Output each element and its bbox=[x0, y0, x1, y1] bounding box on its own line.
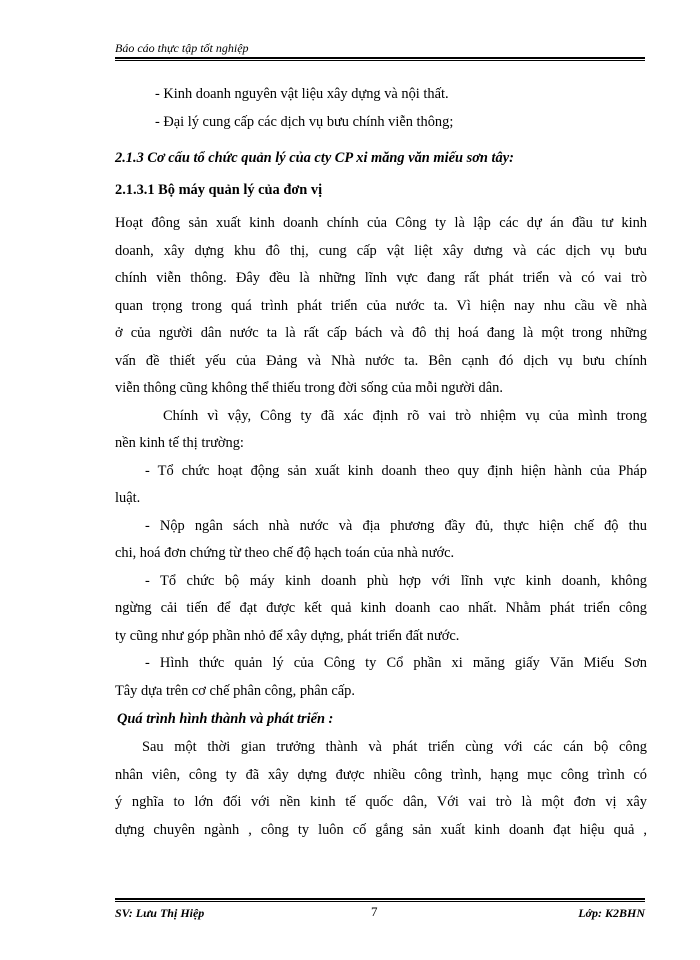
para1-line: chính viễn thông. Đây đều là những lĩnh vực đang rất phát triển và có vai trò bbox=[115, 270, 647, 286]
para3-line: ý nghĩa to lớn đối với nền kinh tế quốc dân, Với vai trò là một đơn vị xây bbox=[115, 794, 647, 810]
para3-line: nhân viên, công ty đã xây dựng được nhiều công trình, hạng mục công trình có bbox=[115, 767, 647, 783]
para3-line: Sau một thời gian trưởng thành và phát triển cùng với các cán bộ công bbox=[142, 739, 647, 755]
bullet-top-1: - Kinh doanh nguyên vật liệu xây dựng và nội thất. bbox=[155, 86, 449, 102]
bullet-top-2: - Đại lý cung cấp các dịch vụ bưu chính viễn thông; bbox=[155, 114, 454, 130]
page-number: 7 bbox=[371, 904, 378, 919]
bullet3-line: ngừng cải tiến để đạt được kết quả kinh doanh cao nhất. Nhằm phát triển công bbox=[115, 600, 647, 616]
bullet2-line: - Nộp ngân sách nhà nước và địa phương đầy đủ, thực hiện chế độ thu bbox=[145, 518, 647, 534]
bullet3-line: ty cũng như góp phần nhỏ để xây dựng, phát triển đất nước. bbox=[115, 628, 460, 644]
para2-line: Chính vì vậy, Công ty đã xác định rõ vai trò nhiệm vụ của mình trong bbox=[163, 408, 647, 424]
para1-line: ở của người dân nước ta là rất cấp bách và đô thị hoá đang là một trong những bbox=[115, 325, 647, 341]
bullet1-line: - Tổ chức hoạt động sản xuất kinh doanh theo quy định hiện hành của Pháp bbox=[145, 463, 647, 479]
para1-line: vấn đề thiết yếu của Đảng và Nhà nước ta. Bên cạnh đó dịch vụ bưu chính bbox=[115, 353, 647, 369]
footer-rule bbox=[115, 898, 645, 900]
footer-student: SV: Lưu Thị Hiệp bbox=[115, 906, 205, 920]
para1-line: Hoạt đông sản xuất kinh doanh chính của Công ty là lập các dự án đầu tư kinh bbox=[115, 215, 647, 231]
footer-row bbox=[115, 902, 645, 920]
bullet2-line: chi, hoá đơn chứng từ theo chế độ hạch toán của nhà nước. bbox=[115, 545, 455, 561]
bullet4-line: - Hình thức quản lý của Công ty Cổ phần xi măng giấy Văn Miếu Sơn bbox=[145, 655, 647, 671]
para1-line: quan trọng trong quá trình phát triển của nước ta. Vì hiện nay nhu cầu về nhà bbox=[115, 298, 647, 314]
section-heading: 2.1.3 Cơ cấu tổ chức quản lý của cty CP xi măng văn miếu sơn tây: bbox=[115, 150, 514, 166]
footer-class: Lớp: K2BHN bbox=[578, 906, 645, 920]
bullet3-line: - Tổ chức bộ máy kinh doanh phù hợp với lĩnh vực kinh doanh, không bbox=[145, 573, 647, 589]
header-rule-thin bbox=[115, 60, 645, 61]
page-header bbox=[115, 41, 645, 61]
subsection-heading: 2.1.3.1 Bộ máy quản lý của đơn vị bbox=[115, 182, 323, 198]
bullet1-line: luật. bbox=[115, 490, 141, 506]
para2-line: nền kinh tế thị trường: bbox=[115, 435, 244, 451]
page-footer bbox=[115, 898, 645, 920]
para1-line: viễn thông cũng không thể thiếu trong đời sống của mỗi người dân. bbox=[115, 380, 503, 396]
header-title: Báo cáo thực tập tốt nghiệp bbox=[115, 41, 249, 55]
history-heading: Quá trình hình thành và phát triển : bbox=[117, 711, 334, 727]
header-rule bbox=[115, 57, 645, 59]
bullet4-line: Tây dựa trên cơ chế phân công, phân cấp. bbox=[115, 683, 355, 699]
para1-line: doanh, xây dựng khu đô thị, cung cấp vật liệt xây dưng và các dịch vụ bưu bbox=[115, 243, 647, 259]
para3-line: dựng chuyên ngành , công ty luôn cố gắng sản xuất kinh doanh đạt hiệu quả , bbox=[115, 822, 647, 838]
